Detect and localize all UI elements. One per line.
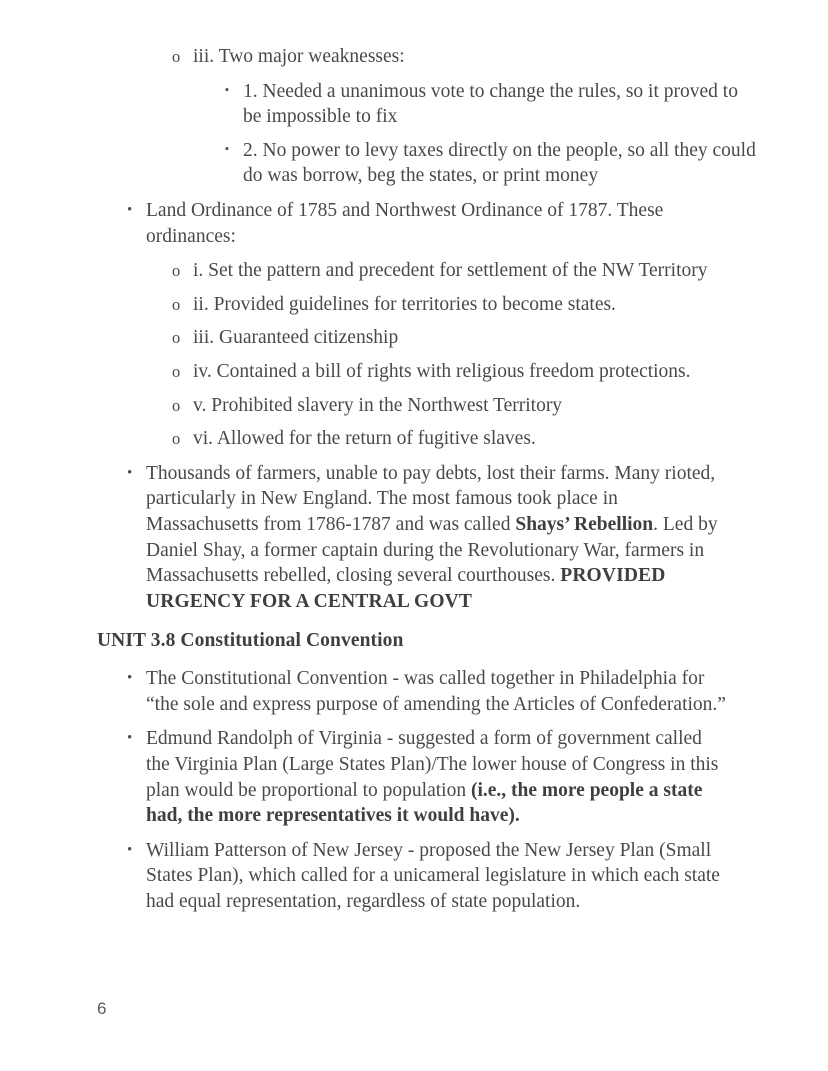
list-item-text: v. Prohibited slavery in the Northwest Territory xyxy=(193,394,563,416)
bullet-circle-icon: o xyxy=(172,47,181,66)
list-item-text: vi. Allowed for the return of fugitive slaves. xyxy=(193,428,536,450)
list-item xyxy=(127,726,728,828)
list-item-text: The Constitutional Convention - was called together in Philadelphia for “the sole and express purpose of amending the Articles of Confederation.” xyxy=(146,668,726,715)
bullet-square-icon: ▪ xyxy=(225,142,229,155)
spacer xyxy=(0,452,828,461)
spacer xyxy=(0,385,828,393)
list-item-text: iii. Guaranteed citizenship xyxy=(193,327,399,349)
bullet-circle-icon: o xyxy=(172,294,181,314)
bullet-square-icon: ▪ xyxy=(225,83,229,96)
text-run: Edmund Randolph of Virginia - suggested a form of government called the Virginia Plan (Large States Plan)/The lower house of Congress in this plan would be proportional to population xyxy=(146,728,719,801)
bullet-circle-icon: o xyxy=(172,261,181,281)
spacer xyxy=(0,351,828,359)
list-item-text: 2. No power to levy taxes directly on the people, so all they could do was borrow, beg the states, or print money xyxy=(243,139,756,187)
bullet-circle-icon: o xyxy=(172,395,181,415)
list-item xyxy=(225,79,758,130)
list-item xyxy=(127,198,728,249)
list-item-text: i. Set the pattern and precedent for settlement of the NW Territory xyxy=(193,260,708,282)
list-item-text: 1. Needed a unanimous vote to change the rules, so it proved to be impossible to fix xyxy=(243,80,738,128)
list-item xyxy=(127,461,728,615)
section-heading: UNIT 3.8 Constitutional Convention xyxy=(97,630,404,652)
list-item-text: iii. Two major weaknesses: xyxy=(193,46,405,67)
bullet-dot-icon: • xyxy=(127,841,133,858)
list-item-text: ii. Provided guidelines for territories to become states. xyxy=(193,293,616,315)
list-item-text xyxy=(146,726,728,828)
list-item xyxy=(172,325,748,351)
spacer xyxy=(0,654,828,666)
spacer xyxy=(0,717,828,726)
page-number: 6 xyxy=(97,999,107,1018)
text-run: . Led by Daniel Shay, a former captain during the Revolutionary War, farmers in Massachusetts rebelled, closing several courthouses. xyxy=(146,513,718,587)
spacer xyxy=(0,614,828,628)
bullet-dot-icon: • xyxy=(127,201,133,218)
spacer xyxy=(0,130,828,138)
list-item-text: William Patterson of New Jersey - proposed the New Jersey Plan (Small States Plan), which called for a unicameral legislature in which each state had equal representation, regardless of state population. xyxy=(146,839,720,913)
spacer xyxy=(0,829,828,838)
list-item-text: Land Ordinance of 1785 and Northwest Ordinance of 1787. These ordinances: xyxy=(146,199,664,247)
list-item-text: iv. Contained a bill of rights with religious freedom protections. xyxy=(193,360,691,382)
emphasis-provided-urgency: PROVIDED URGENCY FOR A CENTRAL GOVT xyxy=(146,565,666,612)
emphasis-shays-rebellion: Shays’ Rebellion xyxy=(515,513,654,535)
spacer xyxy=(0,249,828,258)
bullet-dot-icon: • xyxy=(127,730,133,747)
text-run: Thousands of farmers, unable to pay debts, lost their farms. Many rioted, particularly in New England. The most famous took place in Massachusetts from 1786-1787 and was called xyxy=(146,462,716,535)
list-item xyxy=(172,258,748,284)
bullet-dot-icon: • xyxy=(127,670,133,687)
list-item xyxy=(172,393,748,419)
list-item xyxy=(127,666,728,717)
list-item xyxy=(172,44,748,70)
bullet-circle-icon: o xyxy=(172,429,181,449)
spacer xyxy=(0,70,828,79)
bullet-circle-icon: o xyxy=(172,361,181,381)
list-item xyxy=(172,426,748,452)
emphasis-proportional-note: (i.e., the more people a state had, the more representatives it would have). xyxy=(146,779,703,827)
bullet-dot-icon: • xyxy=(127,464,133,481)
spacer xyxy=(0,189,828,198)
list-item xyxy=(172,292,748,318)
list-item-text xyxy=(146,461,728,615)
list-item xyxy=(127,838,728,915)
spacer xyxy=(0,284,828,292)
bullet-circle-icon: o xyxy=(172,328,181,348)
spacer xyxy=(0,317,828,325)
list-item xyxy=(225,138,758,189)
spacer xyxy=(0,418,828,426)
list-item xyxy=(172,359,748,385)
